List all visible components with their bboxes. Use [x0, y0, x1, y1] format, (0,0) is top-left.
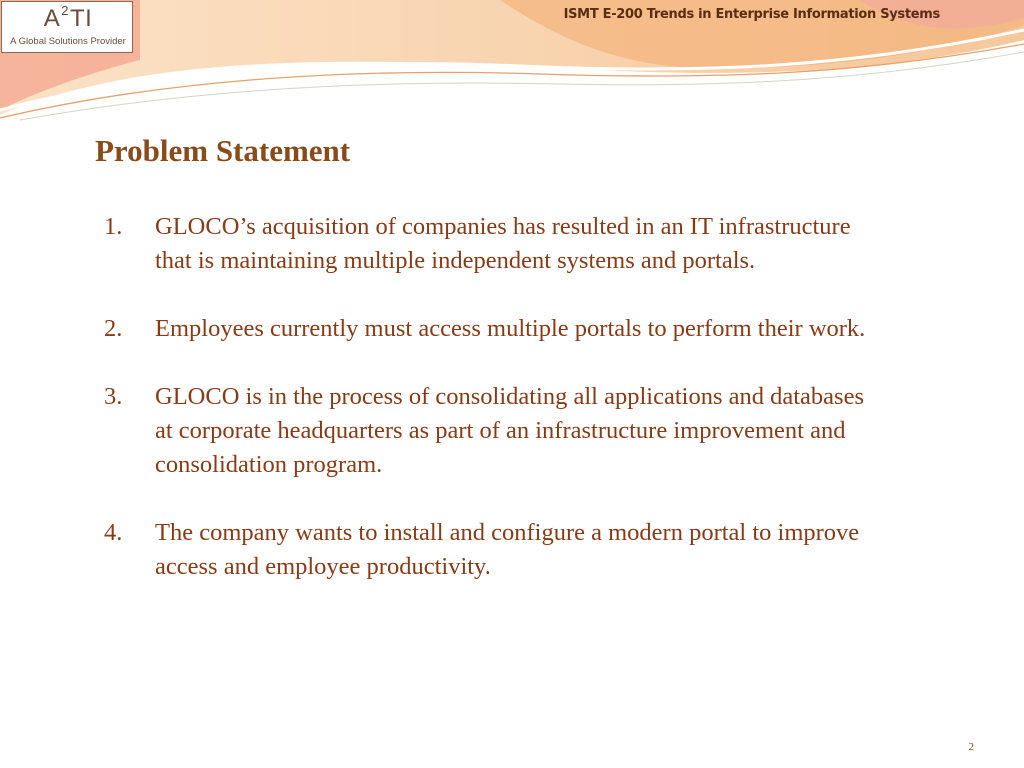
- slide-title: Problem Statement: [95, 133, 351, 168]
- list-item: [100, 516, 870, 584]
- problem-list: [100, 210, 870, 618]
- list-number: 2.: [104, 315, 123, 342]
- list-number: 1.: [104, 213, 123, 240]
- list-item: [100, 312, 870, 346]
- list-text: The company wants to install and configure a modern portal to improve access and employee productivity.: [155, 519, 860, 580]
- list-text: GLOCO’s acquisition of companies has resulted in an IT infrastructure that is maintaining multiple independent systems and portals.: [155, 213, 851, 274]
- list-number: 4.: [104, 519, 123, 546]
- logo-mark: $A^2TI$: [43, 3, 93, 32]
- course-title: ISMT E-200 Trends in Enterprise Information Systems: [563, 7, 940, 22]
- page-number: 2: [968, 741, 974, 753]
- list-item: [100, 380, 870, 482]
- list-number: 3.: [104, 383, 123, 410]
- logo-tagline: A Global Solutions Provider: [10, 36, 126, 47]
- list-text: GLOCO is in the process of consolidating all applications and databases at corporate headquarters as part of an infrastructure improvement and consolidation program.: [155, 383, 864, 478]
- a2ti-logo: [1, 1, 133, 53]
- list-item: [100, 210, 870, 278]
- list-text: Employees currently must access multiple portals to perform their work.: [155, 315, 866, 342]
